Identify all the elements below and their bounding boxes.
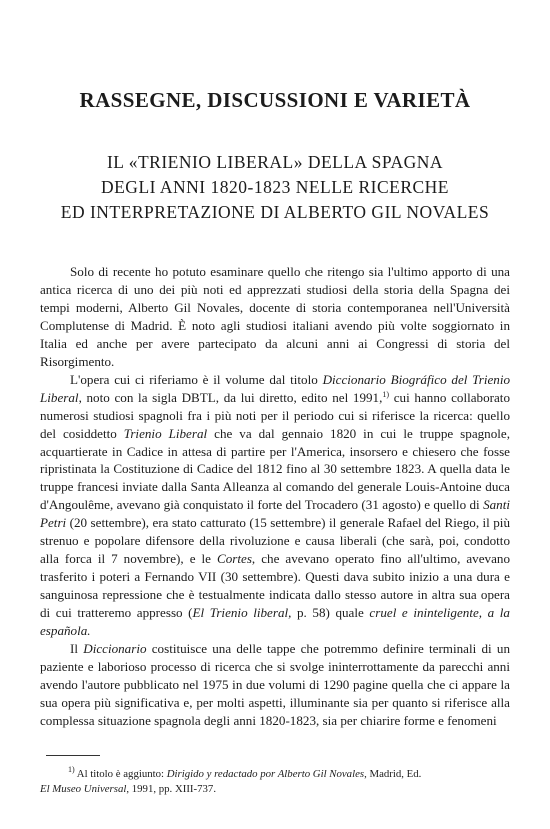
italic-term: Trienio Liberal	[123, 425, 208, 441]
paragraph-3	[40, 640, 510, 730]
italic-term: Santi Petri	[40, 497, 510, 531]
italic-publisher: El Museo Universal	[40, 783, 127, 795]
text-span: p. 58) quale	[291, 605, 370, 621]
italic-quote: cruel e ininteligente, a la española.	[40, 605, 510, 639]
section-title: RASSEGNE, DISCUSSIONI E VARIETÀ	[79, 88, 471, 112]
text-span: , che avevano operato fino all'ultimo, avevano trasferito i poteri a Fernando VII (30 settembre). Questi dava subito inizio a una dura e sanguinosa repressione che è testualmente indicata dallo stesso autore in altra sua opera di cui tratteremo appresso (	[40, 551, 510, 621]
article-body	[40, 263, 510, 730]
italic-title: El Trienio liberal,	[192, 605, 292, 621]
text-span: costituisce una delle tappe che potremmo definire terminali di un paziente e laborioso processo di ricerca che si svolge ininterrottamente da parecchi anni avendo l'autore pubblicato nel 1975 in due volumi di 1290 pagine quella che ci appare la sua opera più significativa e, per molti aspetti, illuminante sia per quanto si riferisce alla complessa situazione spagnola degli anni 1820-1823, sia per chiarire forme e fenomeni	[40, 641, 510, 728]
text-span: Al titolo è aggiunto:	[74, 768, 167, 780]
footnote-line-1	[40, 767, 510, 782]
article-title-line-1: IL «TRIENIO LIBERAL» DELLA SPAGNA	[106, 152, 444, 172]
footnote-marker: 1)	[68, 765, 75, 774]
text-span: , noto con la sigla DBTL, da lui diretto, edito nel 1991,	[78, 389, 383, 405]
text-span: cui hanno collaborato numerosi studiosi spagnoli fra i più noti per il periodo cui si riferisce la ricerca: quello del cosiddetto	[40, 389, 510, 441]
italic-title: Diccionario	[83, 641, 147, 657]
text-span: Il	[70, 641, 84, 657]
article-title	[0, 150, 550, 225]
footnote-reference: 1)	[382, 389, 390, 399]
italic-term: Cortes	[217, 551, 252, 567]
paragraph-2	[40, 371, 510, 640]
footnote	[40, 767, 510, 797]
text-span: , 1991, pp. XIII-737.	[126, 783, 217, 795]
text-span: L'opera cui ci riferiamo è il volume dal titolo	[70, 371, 323, 387]
article-title-line-3: ED INTERPRETAZIONE DI ALBERTO GIL NOVALES	[60, 202, 490, 222]
footnote-rule	[46, 755, 100, 756]
article-title-line-2: DEGLI ANNI 1820-1823 NELLE RICERCHE	[100, 177, 450, 197]
text-span: , Madrid, Ed.	[364, 768, 422, 780]
paragraph-1: Solo di recente ho potuto esaminare quello che ritengo sia l'ultimo apporto di una antica ricerca di uno dei più noti ed apprezzati studiosi della storia della Spagna dei tempi moderni, Alberto Gil Novales, docente di storia contemporanea nell'Università Complutense di Madrid. È noto agli studiosi italiani avendo più volte soggiornato in Italia ed anche per avere partecipato da alcuni anni ai Congressi di storia del Risorgimento.	[40, 264, 510, 369]
italic-title: Diccionario Biográfico del Trienio Liberal	[40, 371, 510, 405]
text-span: (20 settembre), era stato catturato (15 settembre) il generale Rafael del Riego, il più strenuo e popolare difensore della rivoluzione e causa liberali (che sarà, poi, condotto alla forca il 7 novembre), e le	[40, 515, 510, 567]
footnote-line-2	[40, 782, 510, 797]
text-span: che va dal gennaio 1820 in cui le truppe spagnole, acquartierate in Cadice in attesa di partire per l'America, insorsero e chiesero che fosse ripristinata la Costituzione di Cadice del 1812 fino al 30 settembre 1823. A quella data le truppe francesi inviate dalla Santa Alleanza al comando del generale Louis-Antoine duca d'Angoulême, avevano già conquistato il forte del Trocadero (31 agosto) e quello di	[40, 425, 510, 513]
italic-subtitle: Dirigido y redactado por Alberto Gil Novales	[166, 768, 365, 780]
